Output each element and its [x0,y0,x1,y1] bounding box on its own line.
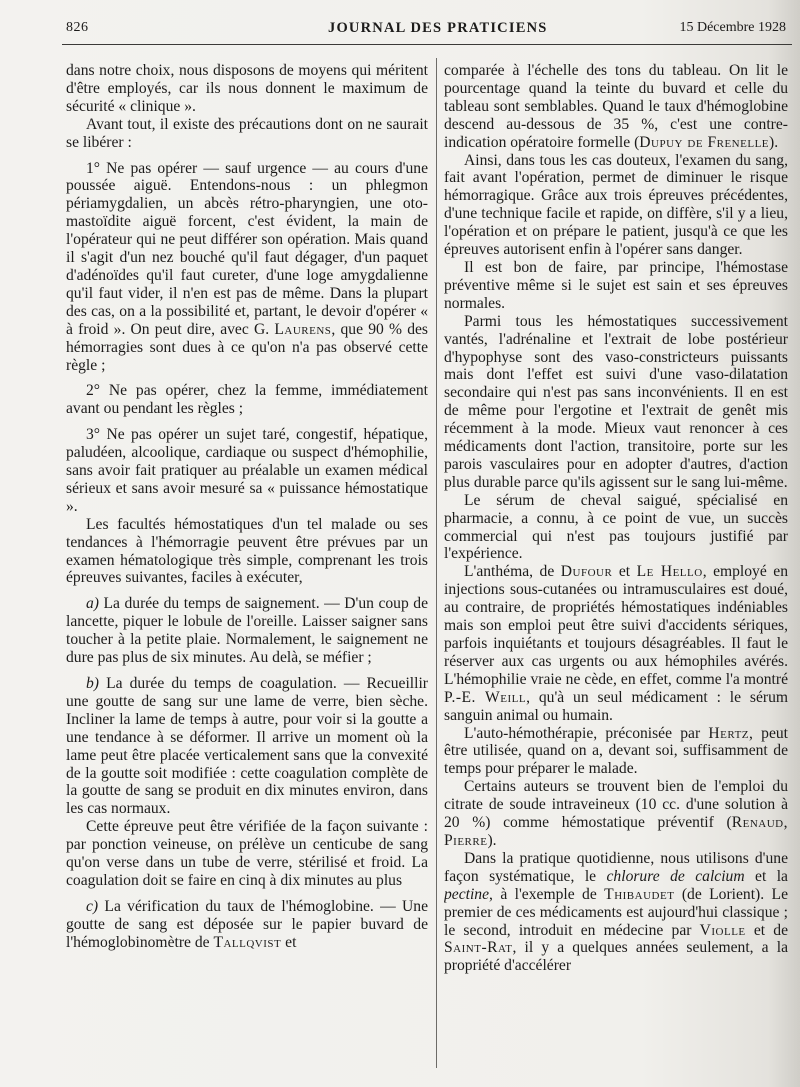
paragraph: Il est bon de faire, par principe, l'hémostase préventive même si le sujet est sain et ses épreuves normales. [444,258,788,312]
author-name: Le Hello [636,563,703,581]
item-label: a) [86,595,99,613]
paragraph: a) La durée du temps de saignement. — D'un coup de lancette, piquer le lobule de l'oreille. Laisser saigner sans toucher à la petite plaie. Normalement, le saignement ne dure pas plus de six minutes. Au delà, se méfier ; [66,595,428,667]
drug-name: chlorure de calcium [606,867,745,885]
paragraph: Le sérum de cheval saigué, spécialisé en pharmacie, a connu, à ce point de vue, un succès commercial qui n'est pas toujours justifié par l'expérience. [444,491,788,563]
author-name: P.-E. Weill [444,688,527,706]
paragraph: 3° Ne pas opérer un sujet taré, congestif, hépatique, paludéen, alcoolique, cardiaque ou suspect d'hémophilie, sans avoir fait pratiquer au préalable un examen médical sérieux et sans avoir mesuré sa « puissance hémostatique ». [66,426,428,515]
author-name: Tallqvist [213,933,282,951]
paragraph: dans notre choix, nous disposons de moyens qui méritent d'être employés, car ils nous donnent le maximum de sécurité « clinique ». [66,62,428,115]
drug-name: pectine [444,885,490,903]
page-number: 826 [66,20,89,35]
author-name: Hertz [708,724,750,742]
paragraph: Cette épreuve peut être vérifiée de la façon suivante : par ponction veineuse, on prélève un centicube de sang qu'on verse dans un tube de verre, stérilisé et froid. La coagulation doit se faire en cinq à dix minutes au plus [66,818,428,889]
paragraph: comparée à l'échelle des tons du tableau. On lit le pourcentage quand la teinte du buvard et celle du tableau sont semblables. Quand le taux d'hémoglobine descend au-dessous de 35 %, c'est une contre-indication opératoire formelle (Dupuy de Frenelle). [444,62,788,151]
item-label: c) [86,897,99,915]
right-column [444,62,788,1082]
header-rule [62,44,792,45]
issue-date: 15 Décembre 1928 [679,20,786,35]
paragraph: Certains auteurs se trouvent bien de l'emploi du citrate de soude intraveineux (10 cc. d'une solution à 20 %) comme hémostatique préventif (Renaud, Pierre). [444,778,788,849]
paragraph: Les facultés hémostatiques d'un tel malade ou ses tendances à l'hémorragie peuvent être prévues par un examen hématologique très simple, comprenant les trois épreuves suivantes, faciles à exécuter, [66,515,428,587]
author-name: Violle [699,921,746,939]
paragraph: 2° Ne pas opérer, chez la femme, immédiatement avant ou pendant les règles ; [66,382,428,418]
paragraph: c) La vérification du taux de l'hémoglobine. — Une goutte de sang est déposée sur le papier buvard de l'hémoglobinomètre de Tallqvist et [66,897,428,951]
journal-title: JOURNAL DES PRATICIENS [328,20,548,36]
item-label: b) [86,675,99,692]
author-name: Dufour [560,563,613,581]
column-divider [436,58,437,1068]
paragraph: 1° Ne pas opérer — sauf urgence — au cours d'une poussée aiguë. Entendons-nous : un phlegmon périamygdalien, un abcès rétro-pharyngien, une oto-mastoïdite aiguë forcent, c'est évident, la main de l'opérateur qui ne peut différer son opération. Mais quand il s'agit d'un nez bouché qu'il faut dégager, d'un paquet d'adénoïdes qu'il faut cureter, d'une loge amygdalienne qu'il faut vider, il n'en est pas de même. Dans la plupart des cas, on a la possibilité et, partant, le devoir d'opérer « à froid ». On peut dire, avec G. Laurens, que 90 % des hémorragies sont dues à ce qu'on n'a pas observé cette règle ; [66,159,428,374]
author-name: Renaud, Pierre [444,814,788,849]
author-name: Saint-Rat [444,939,513,957]
paragraph: L'auto-hémothérapie, préconisée par Hertz, peut être utilisée, quand on a, devant soi, suffisamment de temps pour préparer le malade. [444,724,788,778]
paragraph: Parmi tous les hémostatiques successivement vantés, l'adrénaline et l'extrait de lobe postérieur d'hypophyse sont des vaso-constricteurs puissants mais dont l'effet est suivi d'une vaso-dilatation secondaire qui n'est pas sans inconvénients. Il en est de même pour l'ergotine et l'extrait de genêt mis récemment à la mode. Mieux vaut renoncer à ces médicaments dont l'action, transitoire, porte sur les parois vasculaires pour en adopter d'autres, d'action plus durable parce qu'ils agissent sur le sang lui-même. [444,312,788,491]
paragraph: Dans la pratique quotidienne, nous utilisons d'une façon systématique, le chlorure de calcium et la pectine, à l'exemple de Thibaudet (de Lorient). Le premier de ces médicaments est aujourd'hui classique ; le second, introduit en médecine par Violle et de Saint-Rat, il y a quelques années seulement, a la propriété d'accélérer [444,849,788,975]
author-name: Laurens [274,320,332,338]
paragraph: L'anthéma, de Dufour et Le Hello, employé en injections sous-cutanées ou intramusculaires est doué, au contraire, de propriétés hémostatiques indéniables mais son emploi peut être suivi d'accidents sériques, parfois inquiétants et toujours désagréables. Il faut le réserver aux cas urgents ou aux hémophiles avérés. L'hémophilie vraie ne cède, en effet, comme l'a montré P.-E. Weill, qu'à un seul médicament : le sérum sanguin animal ou humain. [444,563,788,724]
paragraph: Avant tout, il existe des précautions dont on ne saurait se libérer : [66,115,428,151]
paragraph: b) La durée du temps de coagulation. — Recueillir une goutte de sang sur une lame de verre, bien sèche. Incliner la lame de temps à autre, pour voir si la goutte a une tendance à se déformer. Il arrive un moment où la lame peut être placée verticalement sans que la convexité de la goutte soit modifiée : cette coagulation complète de la goutte de sang se produit en dix minutes environ, dans les cas normaux. [66,675,428,818]
paragraph: Ainsi, dans tous les cas douteux, l'examen du sang, fait avant l'opération, permet de diminuer le risque hémorragique. Grâce aux trois épreuves précédentes, d'une technique facile et rapide, on diffère, s'il y a lieu, l'opération et on prépare le patient, jusqu'à ce que les épreuves autorisent enfin à l'opérer sans danger. [444,151,788,259]
left-column [66,62,428,952]
page-header [66,16,790,40]
author-name: Dupuy de Frenelle [639,133,770,151]
author-name: Thibaudet [604,885,675,903]
